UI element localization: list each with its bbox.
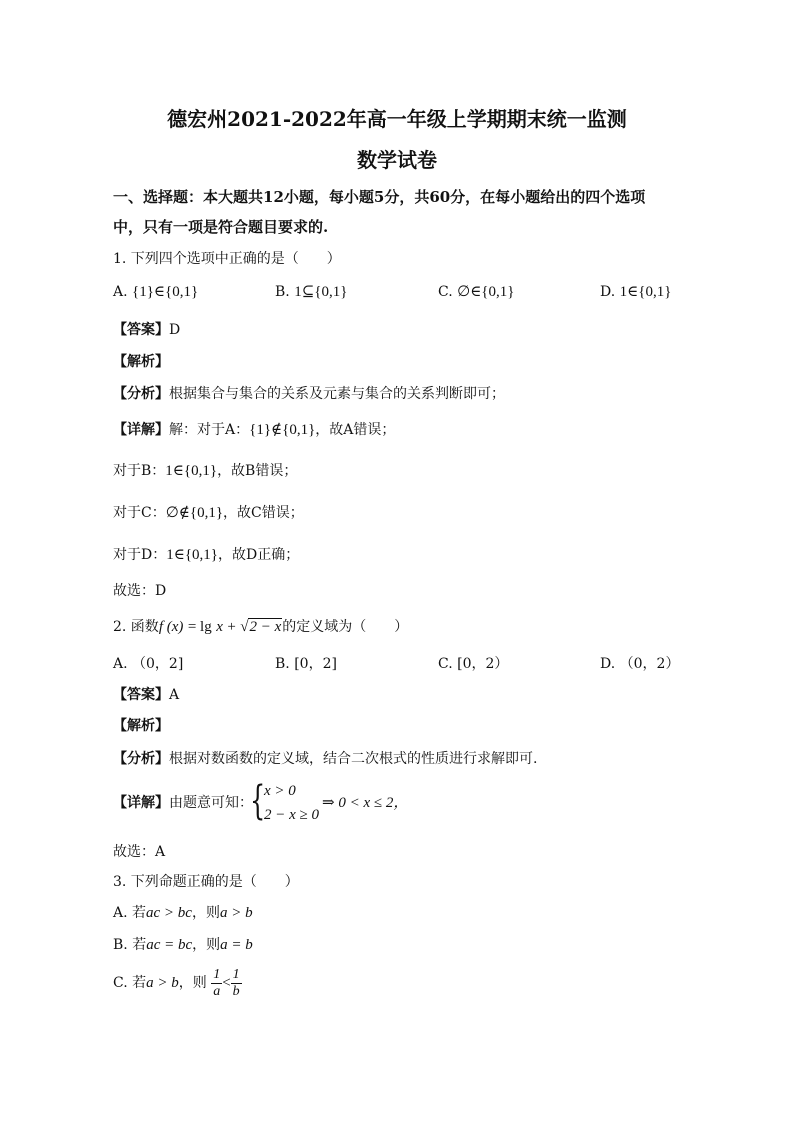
q3-option-a-expr: ac > bc [146,905,192,921]
q3-option-c-pre: C. 若 [113,975,147,991]
q2-system-brace: { [250,778,266,824]
q1-detail-d [113,546,299,564]
q1-detail-d-post: ，故D正确； [218,547,300,563]
q1-option-c-letter: C. [438,284,453,300]
q3-option-c-frac2 [231,967,242,1000]
q3-option-c-den1: a [213,983,221,999]
q2-analysis-tag: 【解析】 [113,718,169,734]
q3-option-a-res: a > b [219,905,253,921]
q2-stem-post: 的定义域为（ ） [282,619,409,635]
q1-detail-c-pre: 对于C： [113,505,166,521]
q2-stem-x: x [216,619,223,635]
q3-option-b [113,936,253,954]
q1-detail-a [113,421,395,439]
q2-fenxi-text: 根据对数函数的定义域，结合二次根式的性质进行求解即可. [169,751,538,767]
q2-option-b-expr: [0，2] [294,656,337,672]
q2-fenxi [113,750,537,768]
q2-option-d [600,655,679,673]
q2-system-line2: 2 − x ≥ 0 [264,807,320,823]
q1-option-c [438,283,514,301]
q1-option-b-letter: B. [275,284,290,300]
q1-option-a [113,283,198,301]
q2-option-a-expr: （0，2] [132,656,184,672]
q1-detail-b-post: ，故B错误； [217,463,298,479]
q2-stem-eq: = lg [187,619,212,635]
section-heading-line2: 中，只有一项是符合题目要求的. [113,218,329,236]
q3-option-b-expr: ac = bc [146,937,193,953]
q1-option-d-expr: 1∈{0,1} [619,284,672,300]
q3-option-a [113,904,253,922]
q1-stem: 1. 下列四个选项中正确的是（ ） [113,251,341,267]
q1-detail-c [113,504,304,522]
q2-system-line1: x > 0 [264,783,296,799]
q3-option-c-expr: a > b [146,975,179,991]
q1-detail-b-pre: 对于B： [113,463,166,479]
q3-option-c-mid: ，则 [178,975,207,991]
q1-fenxi-text: 根据集合与集合的关系及元素与集合的关系判断即可； [169,386,505,402]
document-title: 德宏州2021-2022年高一年级上学期期末统一监测 [167,107,627,131]
q3-option-c-frac1 [211,967,222,1000]
q2-option-c [438,655,508,673]
q2-option-a [113,655,183,673]
q1-detail-a-post: ，故A错误； [315,422,396,438]
q1-option-c-expr: ∅∈{0,1} [457,284,515,300]
q2-detail-tag: 【详解】 [113,795,169,811]
section-heading-line1: 一、选择题：本大题共12小题，每小题5分，共60分，在每小题给出的四个选项 [113,188,646,206]
q2-detail-result: ⇒ 0 < x ≤ 2， [322,795,409,811]
q1-detail-b [113,462,297,480]
q1-conclusion: 故选：D [113,583,167,599]
q2-answer-value: A [169,687,180,703]
q1-option-a-expr: {1}∈{0,1} [132,284,199,300]
q2-stem-pre: 2. 函数 [113,619,159,635]
q1-detail-c-post: ，故C错误； [223,505,304,521]
q1-answer-value: D [169,322,181,338]
q2-detail-pre: 由题意可知： [169,795,253,811]
q2-option-c-expr: [0，2） [457,656,509,672]
q3-option-b-res: a = b [220,937,253,953]
q2-option-d-letter: D. [600,656,616,672]
q1-fenxi [113,385,505,403]
q3-option-c [113,966,242,1000]
q2-option-b-letter: B. [275,656,290,672]
q3-option-c-den2: b [232,983,240,999]
q1-option-a-letter: A. [113,284,128,300]
q2-fenxi-tag: 【分析】 [113,751,169,767]
q2-answer-tag: 【答案】 [113,687,169,703]
q2-conclusion: 故选：A [113,844,166,860]
q2-option-a-letter: A. [113,656,128,672]
q2-option-b [275,655,337,673]
q2-stem-fx: f (x) [158,619,184,635]
q2-stem: 2. 函数f (x) = lg x + √2 − x的定义域为（ ） [113,619,409,635]
q1-option-d-letter: D. [600,284,616,300]
q1-answer-tag: 【答案】 [113,322,169,338]
q3-stem: 3. 下列命题正确的是（ ） [113,874,299,890]
q2-option-c-letter: C. [438,656,453,672]
q1-detail-a-pre: 解：对于A： [169,422,250,438]
q3-option-a-pre: A. 若 [113,905,147,921]
q2-stem-sqrt: 2 − x [249,619,282,635]
q1-detail-b-expr: 1∈{0,1} [165,463,218,479]
q1-option-d [600,283,671,301]
q3-option-c-num2: 1 [232,966,240,982]
q1-option-b [275,283,347,301]
q1-detail-a-expr: {1}∉{0,1} [249,422,316,438]
q2-option-d-expr: （0，2） [619,656,680,672]
q3-option-c-lt: < [222,975,231,991]
q1-detail-tag: 【详解】 [113,422,169,438]
document-subtitle: 数学试卷 [357,148,437,172]
q3-option-b-mid: ，则 [192,937,221,953]
q1-option-b-expr: 1⊆{0,1} [294,284,348,300]
q1-answer [113,321,180,339]
q2-detail [113,794,253,812]
q2-stem-plus: + [227,619,236,635]
q1-fenxi-tag: 【分析】 [113,386,169,402]
q3-option-b-pre: B. 若 [113,937,147,953]
q1-detail-d-pre: 对于D： [113,547,167,563]
q3-option-c-num1: 1 [213,966,221,982]
q1-detail-d-expr: 1∈{0,1} [166,547,218,563]
q3-option-a-mid: ，则 [191,905,220,921]
q2-answer [113,686,179,704]
q1-analysis-tag: 【解析】 [113,354,169,370]
q1-detail-c-expr: ∅∉{0,1} [165,505,224,521]
